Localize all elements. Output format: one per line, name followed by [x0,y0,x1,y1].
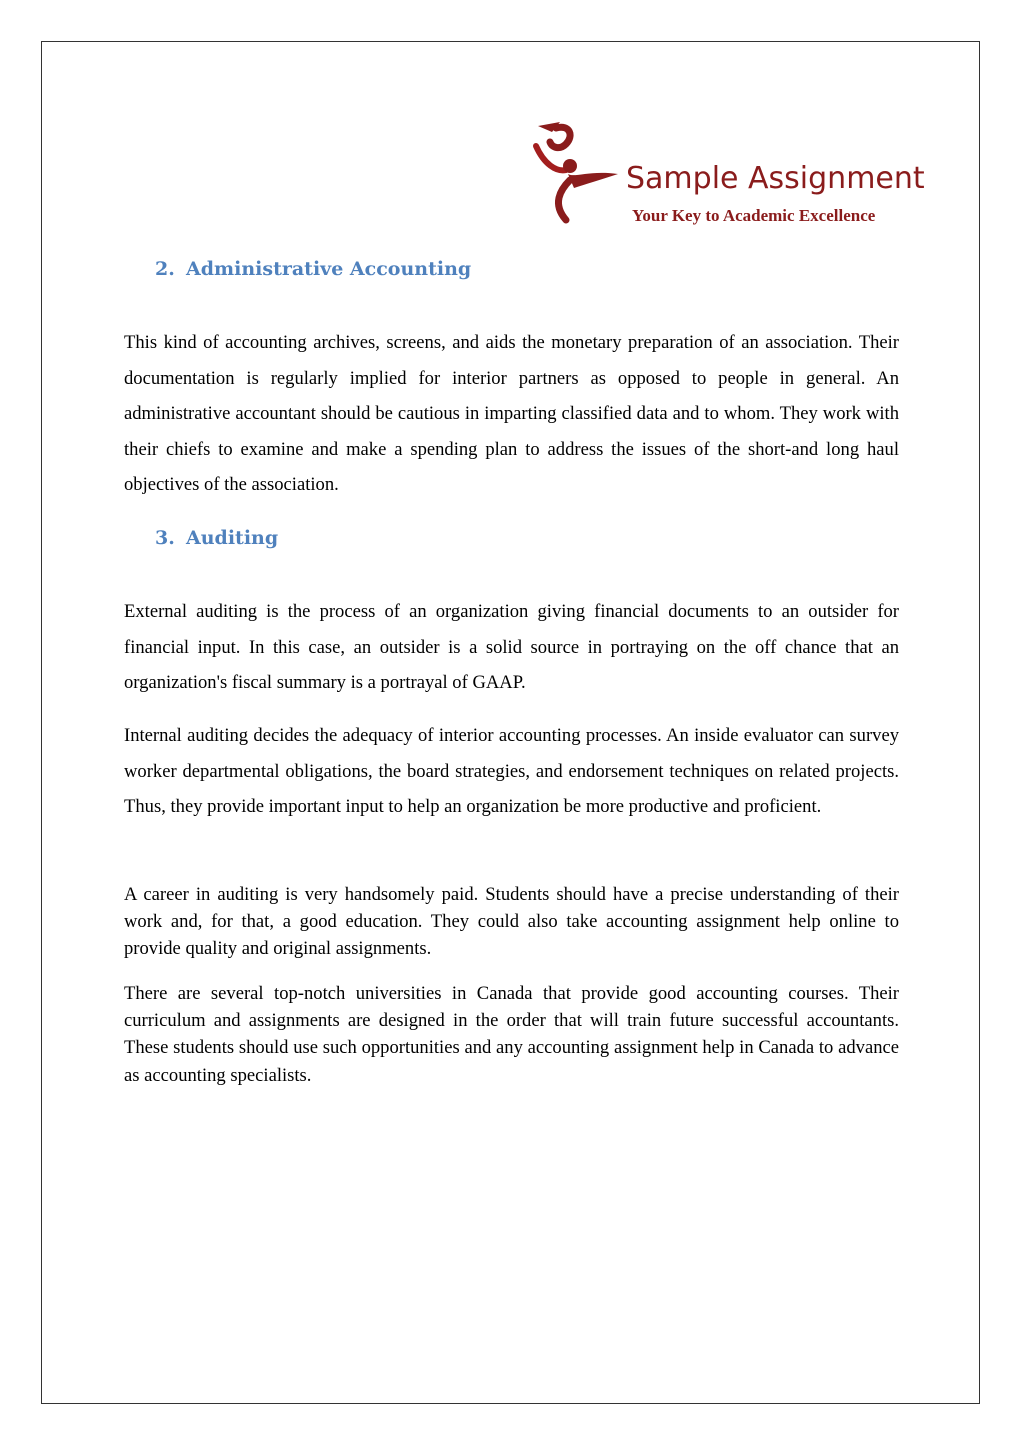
section-title: Auditing [186,527,279,549]
section-title: Administrative Accounting [186,258,472,280]
body-paragraph: External auditing is the process of an organization giving financial documents to an outsider for financial input. In this case, an outsider is a solid source in portraying on the off chance that an organization's fiscal summary is a portrayal of GAAP. [124,601,899,694]
logo-tagline: Your Key to Academic Excellence [632,206,876,225]
brand-logo [530,118,925,230]
body-paragraph: This kind of accounting archives, screens, and aids the monetary preparation of an association. Their documentation is regularly implied for interior partners as opposed to people in general. An administrative accountant should be cautious in imparting classified data and to whom. They work with their chiefs to examine and make a spending plan to address the issues of the short-and long haul objectives of the association. [124,332,899,496]
section-heading [155,256,471,282]
body-paragraph: There are several top-notch universities in Canada that provide good accounting courses. Their curriculum and assignments are designed in the order that will train future successful accountants. These students should use such opportunities and any accounting assignment help in Canada to advance as accounting specialists. [124,983,899,1086]
section-number: 2. [155,258,175,280]
body-paragraph: A career in auditing is very handsomely paid. Students should have a precise understanding of their work and, for that, a good education. They could also take accounting assignment help online to provide quality and original assignments. [124,884,899,960]
logo-brand-name: Sample Assignment [626,161,925,196]
body-paragraph: Internal auditing decides the adequacy of interior accounting processes. An inside evaluator can survey worker departmental obligations, the board strategies, and endorsement techniques on related projects. Thus, they provide important input to help an organization be more productive and proficient. [124,725,899,818]
section-heading [155,525,278,551]
section-number: 3. [155,527,175,549]
logo-figure-icon [530,118,622,226]
